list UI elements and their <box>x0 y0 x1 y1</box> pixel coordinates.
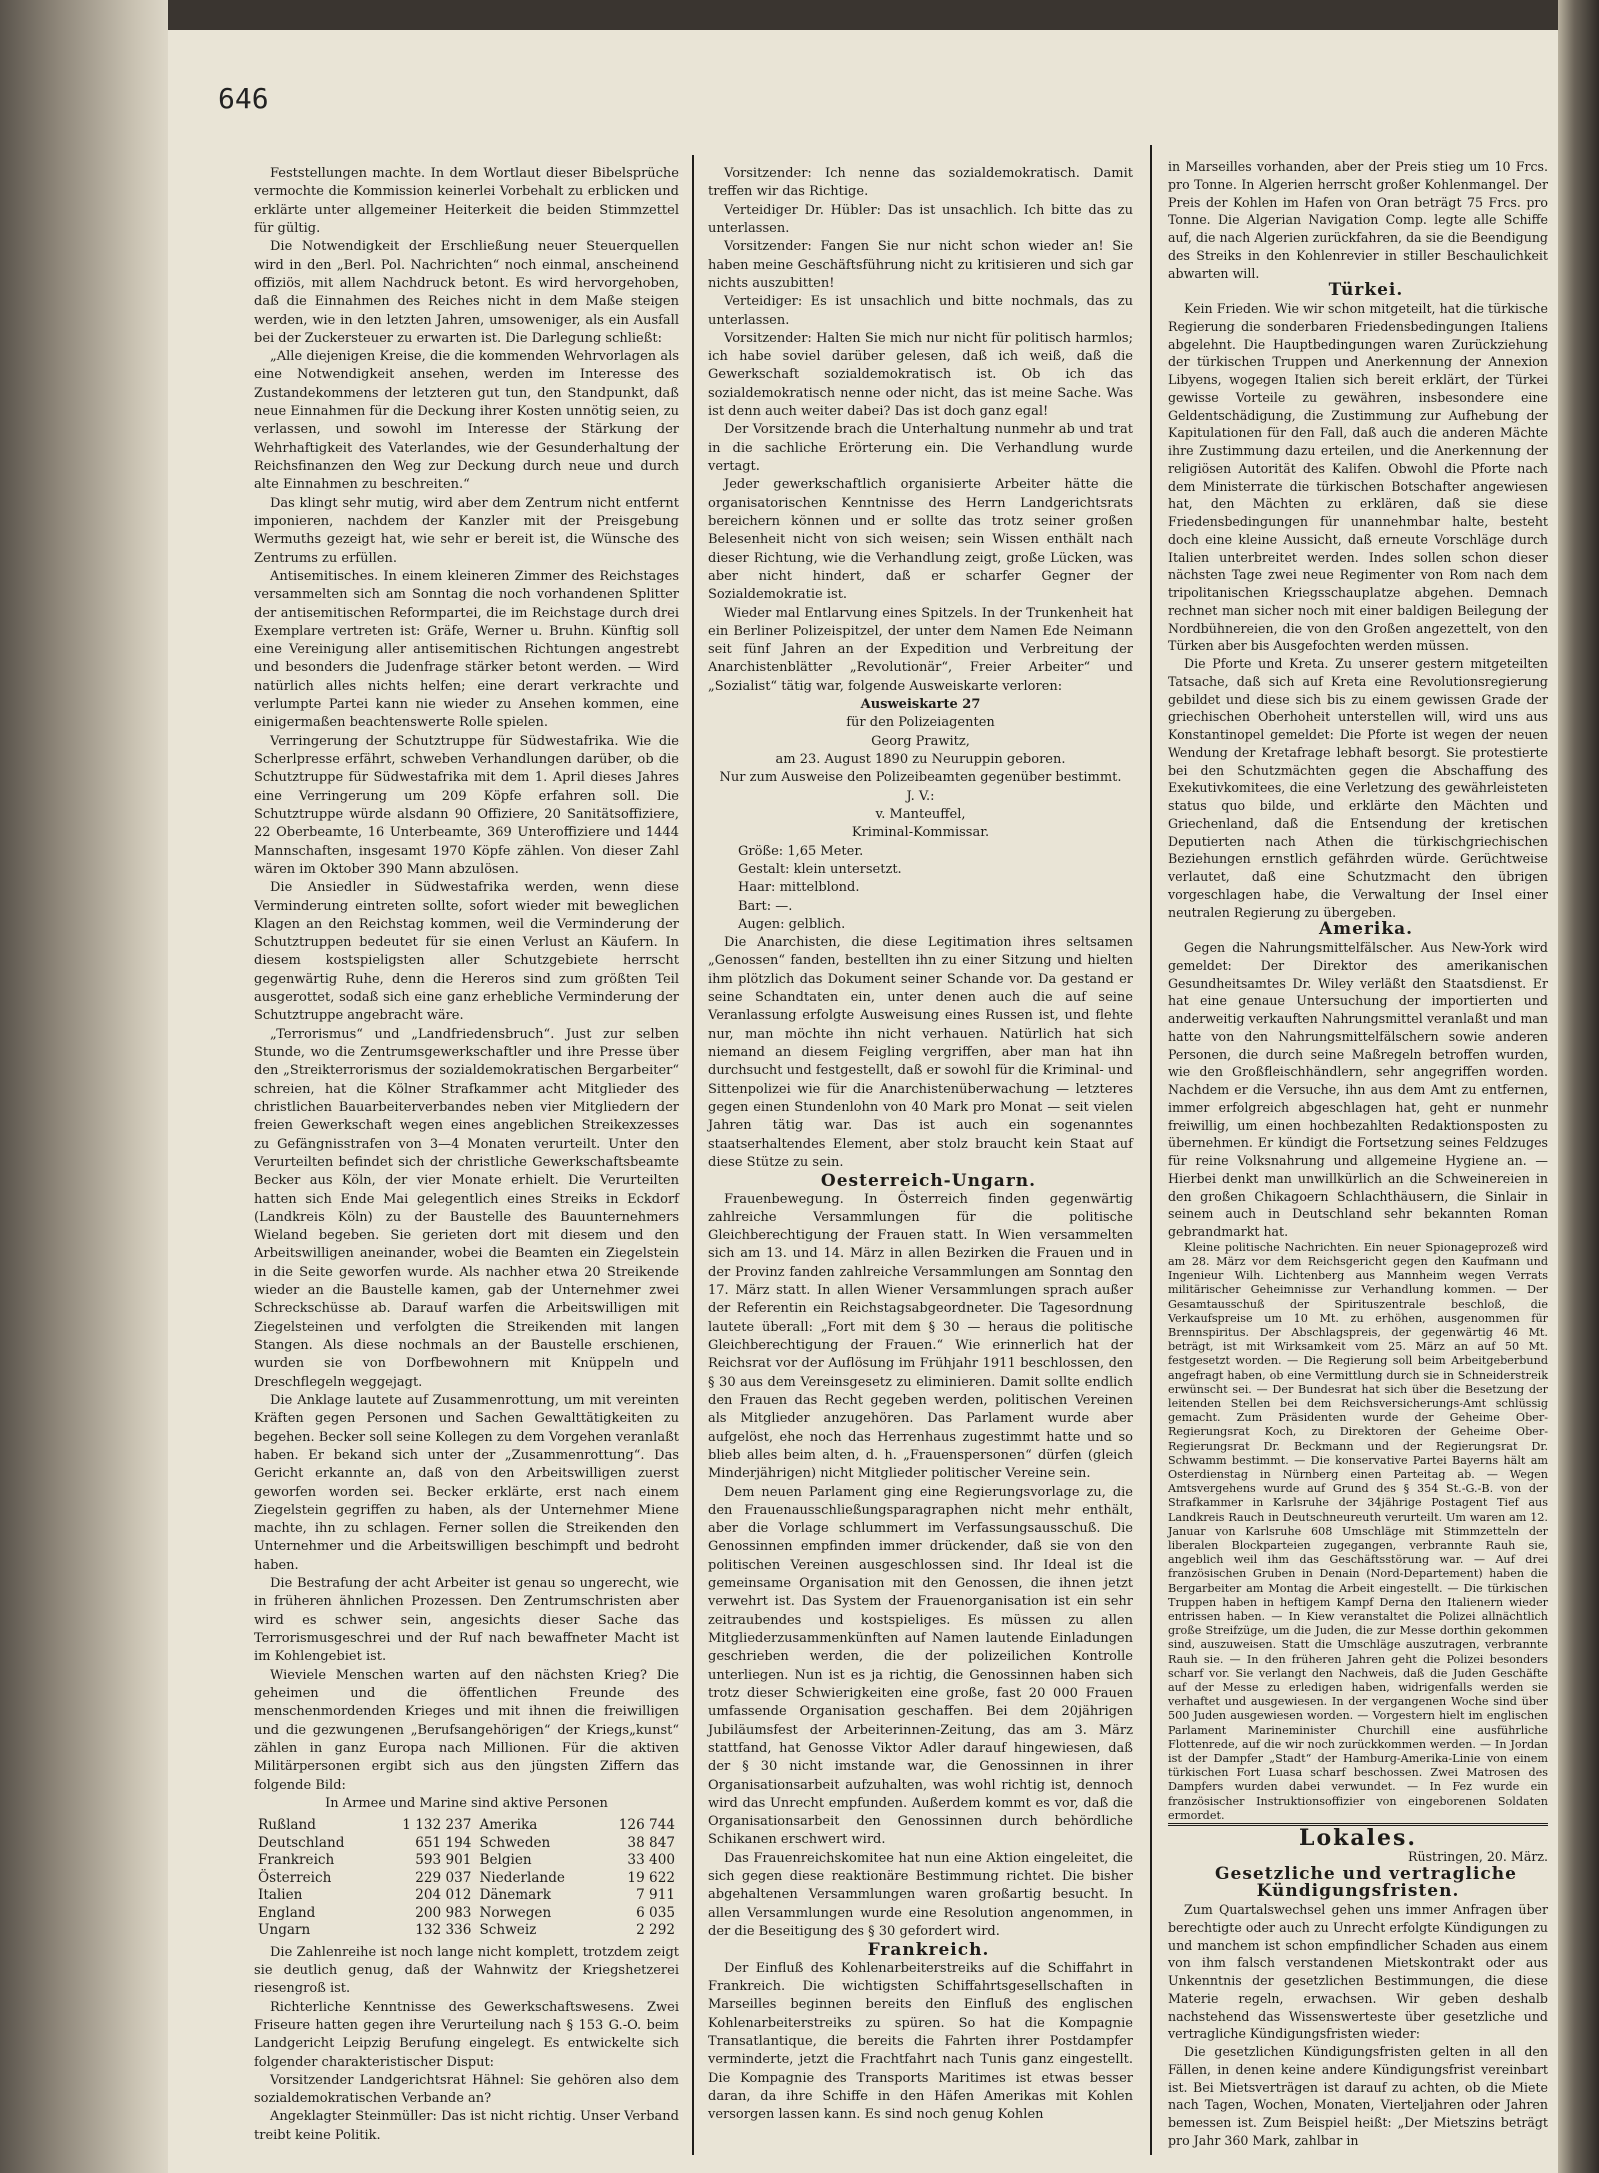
country-cell: England <box>258 1904 316 1921</box>
id-card-description: Bart: —. <box>738 898 793 914</box>
column-1 <box>254 165 679 2145</box>
article-paragraph: Zum Quartalswechsel gehen uns immer Anfragen über berechtigte oder auch zu Unrecht erfolgte Kündigungen zu und manchem ist schon empfindlicher Schaden aus einem von ihm falsch verstandenen Mietskontrakt oder aus Unkenntnis der gesetzlichen Bestimmungen, die diese Materie regeln, erwachsen. Wir geben deshalb nachstehend das Wissenswerteste über gesetzliche und vertragliche Kündigungsfristen wieder: <box>1168 1902 1548 2042</box>
country-cell: Niederlande <box>479 1869 565 1886</box>
table-row <box>254 1870 679 1888</box>
article-paragraph: Vorsitzender: Ich nenne das sozialdemokratisch. Damit treffen wir das Richtige. <box>708 166 1133 200</box>
id-card-description: Haar: mittelblond. <box>738 880 860 896</box>
count-cell: 7 911 <box>636 1887 675 1904</box>
dateline: Rüstringen, 20. März. <box>1407 1848 1548 1864</box>
id-card-line: Kriminal-Kommissar. <box>851 825 990 841</box>
country-cell: Schweiz <box>479 1922 537 1939</box>
id-card-description: Gestalt: klein untersetzt. <box>738 861 902 877</box>
id-card-line: für den Polizeiagenten <box>846 715 995 731</box>
article-paragraph: Vorsitzender Landgerichtsrat Hähnel: Sie gehören also dem sozialdemokratischen Verbande an? <box>254 2072 679 2107</box>
id-card-line: J. V.: <box>906 788 935 804</box>
article-paragraph: Wieviele Menschen warten auf den nächsten Krieg? Die geheimen und die öffentlichen Freunde des menschenmordenden Krieges und mit ihnen die freiwilligen und die gezwungenen „Berufsangehörigen“ der Kriegs„kunst“ zählen in ganz Europa nach Millionen. Für die aktiven Militärpersonen ergibt sich aus den jüngsten Ziffern das folgende Bild: <box>254 1667 679 1793</box>
article-paragraph: Die Anarchisten, die diese Legitimation ihres seltsamen „Genossen“ fanden, bestellten ihn zu einer Sitzung und hielten ihm plötzlich das Dokument seiner Schande vor. Da gestand er seine Schandtaten ein, unter denen auch die auf seine Veranlassung erfolgte Ausweisung eines Russen ist, und flehte nur, man möchte ihn nicht verhauen. Natürlich hat sich niemand an diesem Feigling vergriffen, aber man hat ihn durchsucht und festgestellt, daß er sowohl für die Kriminal- und Sittenpolizei wie für die Anarchistenüberwachung — letzteres gegen einen Stundenlohn von 40 Mark pro Monat — seit vielen Jahren tätig war. Das ist auch ein sogenanntes staatserhaltendes Element, aber stolz braucht kein Staat auf diese Stütze zu sein. <box>708 935 1133 1170</box>
table-row <box>254 1817 679 1835</box>
article-paragraph: in Marseilles vorhanden, aber der Preis stieg um 10 Frcs. pro Tonne. In Algerien herrscht großer Kohlenmangel. Der Preis der Kohlen im Hafen von Oran beträgt 75 Frcs. pro Tonne. Die Algerian Navigation Comp. legte alle Schiffe auf, die nach Algerien zurückfahren, da sie die Beendigung des Streiks in den Kohlenrevier in stiller Beschaulichkeit abwarten will. <box>1168 159 1548 281</box>
article-paragraph: Die Pforte und Kreta. Zu unserer gestern mitgeteilten Tatsache, daß sich auf Kreta eine Revolutionsregierung gebildet und diese sich bis zu einem gewissen Grade der griechischen Oberhoheit unterstellen will, wird uns aus Konstantinopel gemeldet: Die Pforte ist wegen der neuen Wendung der Kretafrage lebhaft besorgt. Sie protestierte bei den Schutzmächten gegen die Abschaffung des Exekutivkomitees, die eine Verletzung des gewährleisteten status quo bilde, und erklärte den Mächten und Griechenland, daß die Entsendung der kretischen Deputierten nach Athen die türkischgriechischen Beziehungen ernstlich gefährden würde. Gerüchtweise verlautet, daß eine Schutzmacht den übrigen vorgeschlagen habe, die Verwaltung der Insel einer neutralen Regierung zu übergeben. <box>1168 656 1548 920</box>
count-cell: 200 983 <box>415 1904 472 1921</box>
column-rule <box>1150 145 1152 2155</box>
article-paragraph: Die Notwendigkeit der Erschließung neuer Steuerquellen wird in den „Berl. Pol. Nachrichten“ noch einmal, anscheinend offiziös, mit allem Nachdruck betont. Es wird hervorgehoben, daß die Einnahmen des Reiches nicht in dem Maße steigen werden, wie in den letzten Jahren, umsoweniger, als ein Ausfall bei der Zuckersteuer zu erwarten ist. Die Darlegung schließt: <box>254 239 679 346</box>
id-card-title: Ausweiskarte 27 <box>860 697 981 713</box>
count-cell: 33 400 <box>627 1852 675 1869</box>
article-paragraph: Die Anklage lautete auf Zusammenrottung, um mit vereinten Kräften gegen Personen und Sachen Gewalttätigkeiten zu begehen. Becker soll seine Kollegen zu dem Vorgehen veranlaßt haben. Er bekand sich unter der „Zusammenrottung“. Das Gericht erkannte an, daß von den Arbeitswilligen zuerst geworfen worden sei. Becker erklärte, erst nach einem Ziegelstein gegriffen zu haben, als der Unternehmer Miene machte, ihn zu schlagen. Ferner sollen die Streikenden den Unternehmer und die Arbeitswilligen beschimpft und bedroht haben. <box>254 1392 679 1573</box>
article-paragraph: Der Einfluß des Kohlenarbeiterstreiks auf die Schiffahrt in Frankreich. Die wichtigsten Schiffahrtsgesellschaften in Marseilles beginnen bereits den Einfluß des englischen Kohlenarbeiterstreiks zu spüren. So hat die Kompagnie Transatlantique, die bereits die Fahrten ihrer Postdampfer verminderte, jetzt die Frachtfahrt nach Tunis ganz eingestellt. Die Kompagnie des Transports Maritimes ist etwas besser daran, da ihre Schiffe in den Häfen Amerikas mit Kohlen versorgen lassen kann. Es sind noch genug Kohlen <box>708 1960 1133 2123</box>
article-paragraph: Richterliche Kenntnisse des Gewerkschaftswesens. Zwei Friseure hatten gegen ihre Verurteilung nach § 153 G.-O. beim Landgericht Leipzig Berufung eingelegt. Es entwickelte sich folgender charakteristischer Disput: <box>254 1999 679 2070</box>
country-cell: Amerika <box>479 1817 538 1834</box>
article-paragraph: Die Zahlenreihe ist noch lange nicht komplett, trotzdem zeigt sie deutlich genug, daß der Wahnwitz der Kriegshetzerei riesengroß ist. <box>254 1944 679 1997</box>
country-cell: Österreich <box>258 1869 332 1886</box>
column-3 <box>1168 158 1548 2150</box>
article-paragraph: Frauenbewegung. In Österreich finden gegenwärtig zahlreiche Versammlungen für die politische Gleichberechtigung der Frauen statt. In Wien versammelten sich am 13. und 14. März in allen Bezirken die Frauen und in der Provinz fanden zahlreiche Versammlungen am Sonntag den 17. März statt. In allen Wiener Versammlungen sprach außer der Referentin ein Reichstagsabgeordneter. Die Tagesordnung lautete überall: „Fort mit dem § 30 — heraus die politische Gleichberechtigung der Frauen.“ Wie erinnerlich hat der Reichsrat vor der Auflösung im Frühjahr 1911 beschlossen, den § 30 aus dem Vereinsgesetz zu eliminieren. Damit sollte endlich den Frauen das Recht gegeben werden, politischen Vereinen als Mitglieder anzugehören. Das Parlament wurde aber aufgelöst, ehe noch das Herrenhaus zugestimmt hatte und so blieb alles beim alten, d. h. „Frauenspersonen“ dürfen (gleich Minderjährigen) nicht Mitglieder politischer Vereine sein. <box>708 1191 1133 1482</box>
article-paragraph: Antisemitisches. In einem kleineren Zimmer des Reichstages versammelten sich am Sonntag die noch vorhandenen Splitter der antisemitischen Reformpartei, die im Reichstage durch drei Exemplare vertreten ist: Gräfe, Werner u. Bruhn. Künftig soll eine Vereinigung aller antisemitischen Richtungen angestrebt und besonders die Judenfrage stärker betont werden. — Wird natürlich alles nichts helfen; eine derart verkrachte und verlumpte Partei kann nie wieder zu Ansehen kommen, eine einigermaßen beachtenswerte Rolle spielen. <box>254 568 679 731</box>
section-heading: Amerika. <box>1318 919 1414 940</box>
page-number: 646 <box>218 82 269 115</box>
country-cell: Italien <box>258 1887 303 1904</box>
local-section-title: Lokales. <box>1168 1823 1548 1848</box>
country-cell: Belgien <box>479 1852 532 1869</box>
country-cell: Rußland <box>258 1817 316 1834</box>
article-paragraph: Vorsitzender: Fangen Sie nur nicht schon wieder an! Sie haben meine Geschäftsführung nicht zu kritisieren und sich gar nichts auszubitten! <box>708 239 1133 291</box>
country-cell: Deutschland <box>258 1834 345 1851</box>
article-paragraph: Die gesetzlichen Kündigungsfristen gelten in all den Fällen, in denen keine andere Kündigungsfrist vereinbart ist. Bei Mietsverträgen ist darauf zu achten, ob die Miete nach Tagen, Wochen, Monaten, Vierteljahren oder Jahren bemessen ist. Zum Beispiel heißt: „Der Mietszins beträgt pro Jahr 360 Mark, zahlbar in <box>1168 2044 1548 2148</box>
table-caption: In Armee und Marine sind aktive Personen <box>325 1795 608 1811</box>
article-paragraph: Die Ansiedler in Südwestafrika werden, wenn diese Verminderung eintreten sollte, sofort wieder mit beweglichen Klagen an den Reichstag kommen, weil die Verminderung der Schutztruppen bedeutet für sie einen Verlust an Käufern. In diesem kostspieligsten aller Schutzgebiete herrscht gegenwärtig Ruhe, denn die Hereros sind zum größten Teil ausgerottet, sodaß sich eine ganz erhebliche Verminderung der Schutztruppe angebracht wäre. <box>254 880 679 1024</box>
article-paragraph: Verteidiger: Es ist unsachlich und bitte nochmals, das zu unterlassen. <box>708 294 1133 328</box>
military-personnel-table <box>254 1817 679 1940</box>
country-cell: Ungarn <box>258 1922 311 1939</box>
count-cell: 1 132 237 <box>402 1817 472 1834</box>
section-heading: Oesterreich-Ungarn. <box>820 1171 1037 1192</box>
section-heading: Gesetzliche und vertragliche Kündigungsfristen. <box>1215 1863 1517 1902</box>
table-row <box>254 1905 679 1923</box>
count-cell: 229 037 <box>415 1869 472 1886</box>
article-paragraph: Verteidiger Dr. Hübler: Das ist unsachlich. Ich bitte das zu unterlassen. <box>708 202 1133 236</box>
count-cell: 38 847 <box>627 1834 675 1851</box>
article-paragraph: Gegen die Nahrungsmittelfälscher. Aus New-York wird gemeldet: Der Direktor des amerikanischen Gesundheitsamtes Dr. Wiley verläßt den Staatsdienst. Er hat eine genaue Untersuchung der importierten und anderweitig verkauften Nahrungsmittel veranlaßt und man hatte von den Nahrungsmittelfälschern sowie anderen Personen, die durch seine Maßregeln betroffen wurden, wie den Großfleischhändlern, sehr angegriffen worden. Nachdem er die Versuche, ihn aus dem Amt zu entfernen, immer erfolgreich abgeschlagen hat, geht er nunmehr freiwillig, um einen hochbezahlten Redaktionsposten zu übernehmen. Er kündigt die Fortsetzung seines Feldzuges für reine Volksnahrung und allgemeine Hygiene an. — Hierbei denkt man unwillkürlich an die Schweinereien in den großen Chikagoern Schlachthäusern, die Sinlair in seinem auch in Deutschland sehr bekannten Roman gebrandmarkt hat. <box>1168 940 1548 1239</box>
table-row <box>254 1835 679 1853</box>
count-cell: 6 035 <box>636 1904 675 1921</box>
article-paragraph: Wieder mal Entlarvung eines Spitzels. In der Trunkenheit hat ein Berliner Polizeispitzel, der unter dem Namen Ede Neimann seit fünf Jahren an der Expedition und Verbreitung der Anarchistenblätter „Revolutionär“, Freier Arbeiter“ und „Sozialist“ tätig war, folgende Ausweiskarte verloren: <box>708 605 1133 694</box>
table-row <box>254 1922 679 1940</box>
id-card-line: v. Manteuffel, <box>875 806 966 822</box>
country-cell: Dänemark <box>479 1887 551 1904</box>
count-cell: 126 744 <box>618 1817 675 1834</box>
book-binding <box>0 0 168 2173</box>
column-rule <box>692 155 694 2155</box>
id-card-line: Nur zum Ausweise den Polizeibeamten gegenüber bestimmt. <box>719 770 1122 786</box>
table-row <box>254 1887 679 1905</box>
country-cell: Frankreich <box>258 1852 335 1869</box>
count-cell: 651 194 <box>415 1834 472 1851</box>
table-row <box>254 1852 679 1870</box>
country-cell: Schweden <box>479 1834 551 1851</box>
article-paragraph: Feststellungen machte. In dem Wortlaut dieser Bibelsprüche vermochte die Kommission keinerlei Vorbehalt zu erblicken und erklärte unter allgemeiner Heiterkeit die beiden Stimmzettel für gültig. <box>254 166 679 236</box>
count-cell: 593 901 <box>415 1852 472 1869</box>
country-cell: Norwegen <box>479 1904 552 1921</box>
article-paragraph: „Alle diejenigen Kreise, die die kommenden Wehrvorlagen als eine Notwendigkeit ansehen, werden im Interesse des Zustandekommens der letzteren gut tun, den Standpunkt, daß neue Einnahmen für die Deckung ihrer Kosten unnötig seien, zu verlassen, und sowohl im Interesse der Stärkung der Wehrhaftigkeit des Vaterlandes, wie der Gesunderhaltung der Reichsfinanzen den Weg zur Deckung durch neue und durch alte Einnahmen zu beschreiten.“ <box>254 349 679 493</box>
article-paragraph: Das Frauenreichskomitee hat nun eine Aktion eingeleitet, die sich gegen diese reaktionäre Bestimmung richtet. Die bisher abgehaltenen Versammlungen waren großartig besucht. In allen Versammlungen wurde eine Resolution angenommen, in der die Beseitigung des § 30 gefordert wird. <box>708 1850 1133 1939</box>
news-briefs: Kleine politische Nachrichten. Ein neuer Spionageprozeß wird am 28. März vor dem Reichsgericht gegen den Kaufmann und Ingenieur Wilh. Lichtenberg aus Mannheim wegen Verrats militärischer Geheimnisse zur Verhandlung kommen. — Der Gesamtausschuß der Spirituszentrale beschloß, die Verkaufspreise um 10 Mt. zu erhöhen, ausgenommen für Brennspiritus. Der Abschlagspreis, der gegenwärtig 46 Mt. beträgt, ist mit Wirksamkeit vom 25. März an auf 50 Mt. festgesetzt worden. — Die Regierung soll beim Arbeitgeberbund angefragt haben, ob eine Vermittlung durch sie in Schneiderstreik erwünscht sei. — Der Bundesrat hat sich über die Besetzung der leitenden Stellen bei dem Reichsversicherungs-Amt schlüssig gemacht. Zum Präsidenten wurde der Geheime Ober-Regierungsrat Koch, zu Direktoren der Geheime Ober-Regierungsrat Dr. Beckmann und der Regierungsrat Dr. Schwamm bestimmt. — Die konservative Partei Bayerns hält am Osterdienstag in Nürnberg einen Parteitag ab. — Wegen Amtsvergehens wurde auf Grund des § 354 St.-G.-B. von der Strafkammer in Karlsruhe der 34jährige Postagent Tief aus Landkreis Rauch in Deutschneureuth verurteilt. Um waren am 12. Januar von Karlsruhe 608 Umschläge mit Stimmzetteln der liberalen Blockparteien zugegangen, verbrannte Rauh sie, angeblich weil ihm das Geschäftsstörung war. — Auf drei französischen Gruben in Denain (Nord-Departement) haben die Bergarbeiter am Montag die Arbeit eingestellt. — Die türkischen Truppen haben in heftigem Kampf Derna den Italienern wieder entrissen haben. — In Kiew veranstaltet die Polizei allnächtlich große Streifzüge, um die Juden, die zur Messe dorthin gekommen sind, auszuweisen. Statt die Umschläge auszutragen, verbrannte Rauh sie. — In den früheren Jahren geht die Polizei besonders scharf vor. Sie verlangt den Nachweis, daß die Juden Geschäfte auf der Messe zu erledigen haben, widrigenfalls werden sie verhaftet und ausgewiesen. In der vergangenen Woche sind über 500 Juden ausgewiesen worden. — Vorgestern hielt im englischen Parlament Marineminister Churchill eine ausführliche Flottenrede, auf die wir noch zurückkommen werden. — In Jordan ist der Dampfer „Stadt“ der Hamburg-Amerika-Linie von einem türkischen Fort Luasa scharf beschossen. Zwei Matrosen des Dampfers wurden dabei verwundet. — In Fez wurde ein französischer Instruktionsoffizier von eingeborenen Soldaten ermordet. <box>1168 1240 1548 1822</box>
section-heading: Türkei. <box>1328 280 1404 301</box>
count-cell: 132 336 <box>415 1922 472 1939</box>
count-cell: 19 622 <box>627 1869 675 1886</box>
article-paragraph: Der Vorsitzende brach die Unterhaltung nunmehr ab und trat in die sachliche Erörterung ein. Die Verhandlung wurde vertagt. <box>708 422 1133 474</box>
count-cell: 204 012 <box>415 1887 472 1904</box>
id-card-line: Georg Prawitz, <box>871 733 970 749</box>
id-card-description: Größe: 1,65 Meter. <box>738 843 864 859</box>
id-card-description: Augen: gelblich. <box>738 916 846 932</box>
article-paragraph: Angeklagter Steinmüller: Das ist nicht richtig. Unser Verband treibt keine Politik. <box>254 2109 679 2143</box>
section-heading: Frankreich. <box>867 1940 990 1961</box>
article-paragraph: Vorsitzender: Halten Sie mich nur nicht für politisch harmlos; ich habe soviel darüber gelesen, daß ich weiß, daß die Gewerkschaft sozialdemokratisch ist. Ob ich das sozialdemokratisch nenne oder nicht, das ist meine Sache. Was ist denn auch weiter dabei? Das ist doch ganz egal! <box>708 330 1133 420</box>
column-2 <box>708 165 1133 2124</box>
article-paragraph: „Terrorismus“ und „Landfriedensbruch“. Just zur selben Stunde, wo die Zentrumsgewerkschaftler und ihre Presse über den „Streikterrorismus der sozialdemokratischen Bergarbeiter“ schreien, hat die Kölner Strafkammer acht Mitglieder des christlichen Bauarbeiterverbandes neben vier Mitgliedern der freien Gewerkschaft wegen eines angeblichen Streikexzesses zu Gefängnisstrafen von 3—4 Monaten verurteilt. Unter den Verurteilten befindet sich der christliche Gewerkschaftsbeamte Becker aus Köln, der vier Monate erhielt. Die Verurteilten hatten sich Ende Mai gelegentlich eines Streiks in Eckdorf (Landkreis Köln) zu der Baustelle des Bauunternehmers Wieland begeben. Sie gerieten dort mit diesem und den Arbeitswilligen aneinander, wobei die Beamten ein Ziegelstein in die Seite geworfen wurde. Als nachher etwa 20 Streikende wieder an die Baustelle kamen, gab der Unternehmer zwei Schreckschüsse ab. Darauf warfen die Arbeitswilligen mit Ziegelsteinen und verfolgten die Streikenden mit langen Stangen. Als diese nochmals an der Baustelle erschienen, wurden sie von Dorfbewohnern mit Knüppeln und Dreschflegeln weggejagt. <box>254 1026 679 1390</box>
newspaper-page <box>168 30 1558 2173</box>
article-paragraph: Dem neuen Parlament ging eine Regierungsvorlage zu, die den Frauenausschließungsparagraphen nicht mehr enthält, aber die Vorlage schlummert im Verfassungsausschuß. Die Genossinnen empfinden immer drückender, daß sie von den politischen Vereinen ausgeschlossen sind. Ihr Ideal ist die gemeinsame Organisation mit den Genossen, die ihnen jetzt verwehrt ist. Das System der Frauenorganisation ist ein sehr zeitraubendes und kostspieliges. Es müssen zu allen Mitgliederzusammenkünften auf Namen lautende Einladungen geschrieben werden, die der polizeilichen Kontrolle unterliegen. Nun ist es ja richtig, die Genossinnen haben sich trotz dieser Schwierigkeiten eine große, fast 20 000 Frauen umfassende Organisation geschaffen. Bei dem 20jährigen Jubiläumsfest der Arbeiterinnen-Zeitung, das am 3. März stattfand, hat Genosse Viktor Adler darauf hingewiesen, daß der § 30 nicht imstande war, die Genossinnen in ihrer Organisationsarbeit aufzuhalten, was wohl richtig ist, dennoch wird das Unrecht empfunden. Außerdem kommt es vor, daß die Organisationsarbeit den Genossinnen durch behördliche Schikanen erschwert wird. <box>708 1484 1133 1848</box>
id-card-line: am 23. August 1890 zu Neuruppin geboren. <box>775 752 1066 767</box>
article-paragraph: Das klingt sehr mutig, wird aber dem Zentrum nicht entfernt imponieren, nachdem der Kanzler mit der Preisgebung Wermuths gezeigt hat, wie sehr er bereit ist, die Wünsche des Zentrums zu erfüllen. <box>254 495 679 566</box>
count-cell: 2 292 <box>636 1922 675 1939</box>
page-edge <box>1558 0 1599 2173</box>
article-paragraph: Kein Frieden. Wie wir schon mitgeteilt, hat die türkische Regierung die sonderbaren Friedensbedingungen Italiens abgelehnt. Die Hauptbedingungen waren Zurückziehung der türkischen Truppen und Anerkennung der Annexion Libyens, wogegen Italien sich bereit erklärt, der Türkei gewisse Vorteile zu gewähren, insbesondere eine Geldentschädigung, die Zustimmung zur Aufhebung der Kapitulationen für den Fall, daß auch die anderen Mächte ihre Zustimmung dazu erteilen, und die Anerkennung der religiösen Autorität des Kalifen. Obwohl die Pforte nach dem Ministerrate die türkischen Botschafter angewiesen hat, den Mächten zu erklären, daß sie diese Friedensbedingungen für unannehmbar halte, besteht doch eine kleine Aussicht, daß erneute Vorschläge durch Italien unterbreitet werden. Indes sollen schon dieser nächsten Tage zwei neue Regimenter von Rom nach dem tripolitanischen Kriegsschauplatze abgehen. Demnach rechnet man sicher noch mit einer baldigen Beilegung der Nordbühnereien, die von den Großen angezettelt, von den Türken aber bis Ausgefochten werden müssen. <box>1168 301 1548 654</box>
article-paragraph: Jeder gewerkschaftlich organisierte Arbeiter hätte die organisatorischen Kenntnisse des Herrn Landgerichtsrats bereichern können und er sollte das trotz seiner großen Belesenheit nicht von sich weisen; sein Wissen enthält nach dieser Richtung, wie die Verhandlung zeigt, große Lücken, was aber nicht hindert, daß er scharfer Gegner der Sozialdemokratie ist. <box>708 477 1133 603</box>
article-paragraph: Verringerung der Schutztruppe für Südwestafrika. Wie die Scherlpresse erfährt, schweben Verhandlungen darüber, ob die Schutztruppe für Südwestafrika mit dem 1. April dieses Jahres eine Verringerung um 209 Köpfe erfahren soll. Die Schutztruppe würde alsdann 90 Offiziere, 20 Sanitätsoffiziere, 22 Oberbeamte, 16 Unterbeamte, 369 Unteroffiziere und 1444 Mannschaften, insgesamt 1970 Köpfe zählen. Von dieser Zahl wären im Oktober 390 Mann abzulösen. <box>254 733 679 877</box>
article-paragraph: Die Bestrafung der acht Arbeiter ist genau so ungerecht, wie in früheren ähnlichen Prozessen. Den Zentrumschristen aber wird es schwer sein, angesichts dieser Sache das Terrorismusgeschrei und der Ruf nach bewaffneter Macht ist im Kohlengebiet ist. <box>254 1576 679 1665</box>
